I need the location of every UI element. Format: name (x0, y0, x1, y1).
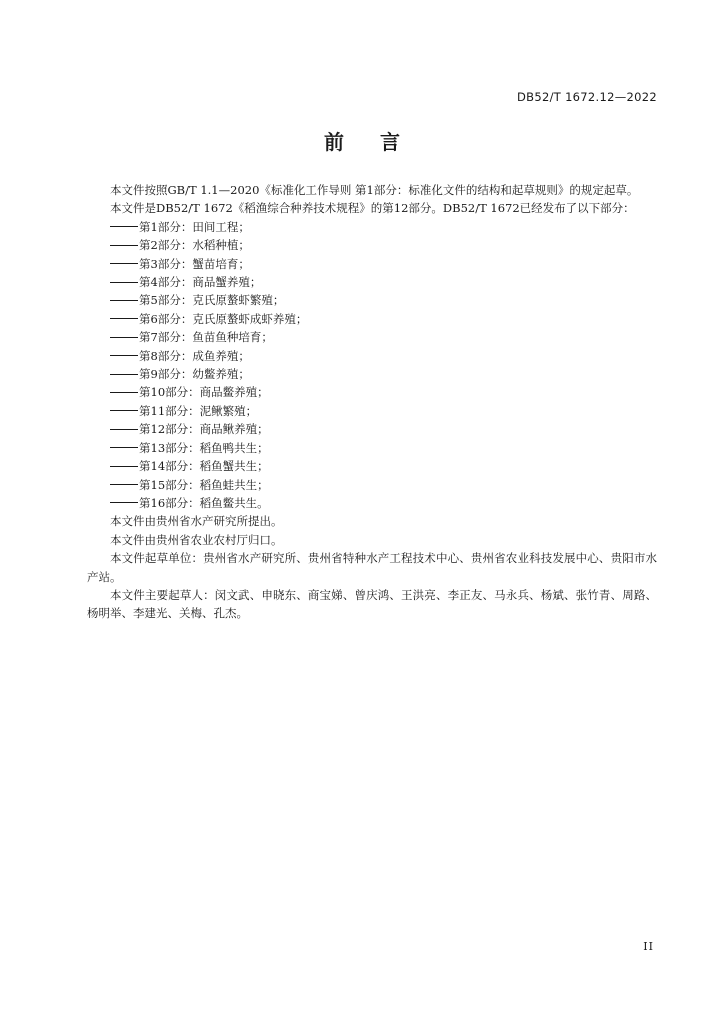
list-item: 第9部分：幼鳖养殖； (87, 365, 657, 383)
list-item: 第2部分：水稻种植； (87, 236, 657, 254)
list-item: 第15部分：稻鱼蛙共生； (87, 476, 657, 494)
list-item: 第3部分：蟹苗培育； (87, 255, 657, 273)
page-title: 前言 (324, 130, 436, 154)
list-item: 第16部分：稻鱼鳖共生。 (87, 494, 657, 512)
proposed-by-paragraph: 本文件由贵州省水产研究所提出。 (110, 514, 283, 529)
document-body (87, 181, 657, 623)
page-number: II (643, 940, 654, 953)
parts-list (87, 218, 657, 513)
dash-marker (110, 374, 138, 375)
drafters-paragraph: 本文件主要起草人：闵文武、申晓东、商宝娣、曾庆鸿、王洪亮、李正友、马永兵、杨斌、张竹青、周路、杨明举、李建光、关梅、孔杰。 (87, 587, 657, 621)
dash-marker (110, 392, 138, 393)
list-item: 第6部分：克氏原螯虾成虾养殖； (87, 310, 657, 328)
dash-marker (110, 337, 138, 338)
dash-marker (110, 245, 138, 246)
basis-paragraph: 本文件按照GB/T 1.1—2020《标准化工作导则 第1部分：标准化文件的结构和起草规则》的规定起草。 (110, 183, 639, 197)
list-item: 第8部分：成鱼养殖； (87, 347, 657, 365)
list-item: 第1部分：田间工程； (87, 218, 657, 236)
dash-marker (110, 484, 138, 485)
dash-marker (110, 429, 138, 430)
document-code: DB52/T 1672.12—2022 (517, 90, 657, 104)
series-paragraph: 本文件是DB52/T 1672《稻渔综合种养技术规程》的第12部分。DB52/T 1672已经发布了以下部分： (110, 201, 635, 216)
dash-marker (110, 300, 138, 301)
dash-marker (110, 410, 138, 411)
list-item: 第7部分：鱼苗鱼种培育； (87, 328, 657, 346)
dash-marker (110, 318, 138, 319)
list-item: 第5部分：克氏原螯虾繁殖； (87, 291, 657, 309)
dash-marker (110, 263, 138, 264)
dash-marker (110, 502, 138, 503)
drafting-units-paragraph: 本文件起草单位：贵州省水产研究所、贵州省特种水产工程技术中心、贵州省农业科技发展中心、贵阳市水产站。 (87, 551, 657, 584)
list-item: 第10部分：商品鳖养殖； (87, 383, 657, 401)
dash-marker (110, 355, 138, 356)
list-item: 第12部分：商品鳅养殖； (87, 420, 657, 438)
dash-marker (110, 447, 138, 448)
managed-by-paragraph: 本文件由贵州省农业农村厅归口。 (110, 532, 283, 547)
list-item: 第14部分：稻鱼蟹共生； (87, 457, 657, 475)
dash-marker (110, 282, 138, 283)
dash-marker (110, 466, 138, 467)
dash-marker (110, 226, 138, 227)
list-item: 第11部分：泥鳅繁殖； (87, 402, 657, 420)
list-item: 第4部分：商品蟹养殖； (87, 273, 657, 291)
list-item: 第13部分：稻鱼鸭共生； (87, 439, 657, 457)
